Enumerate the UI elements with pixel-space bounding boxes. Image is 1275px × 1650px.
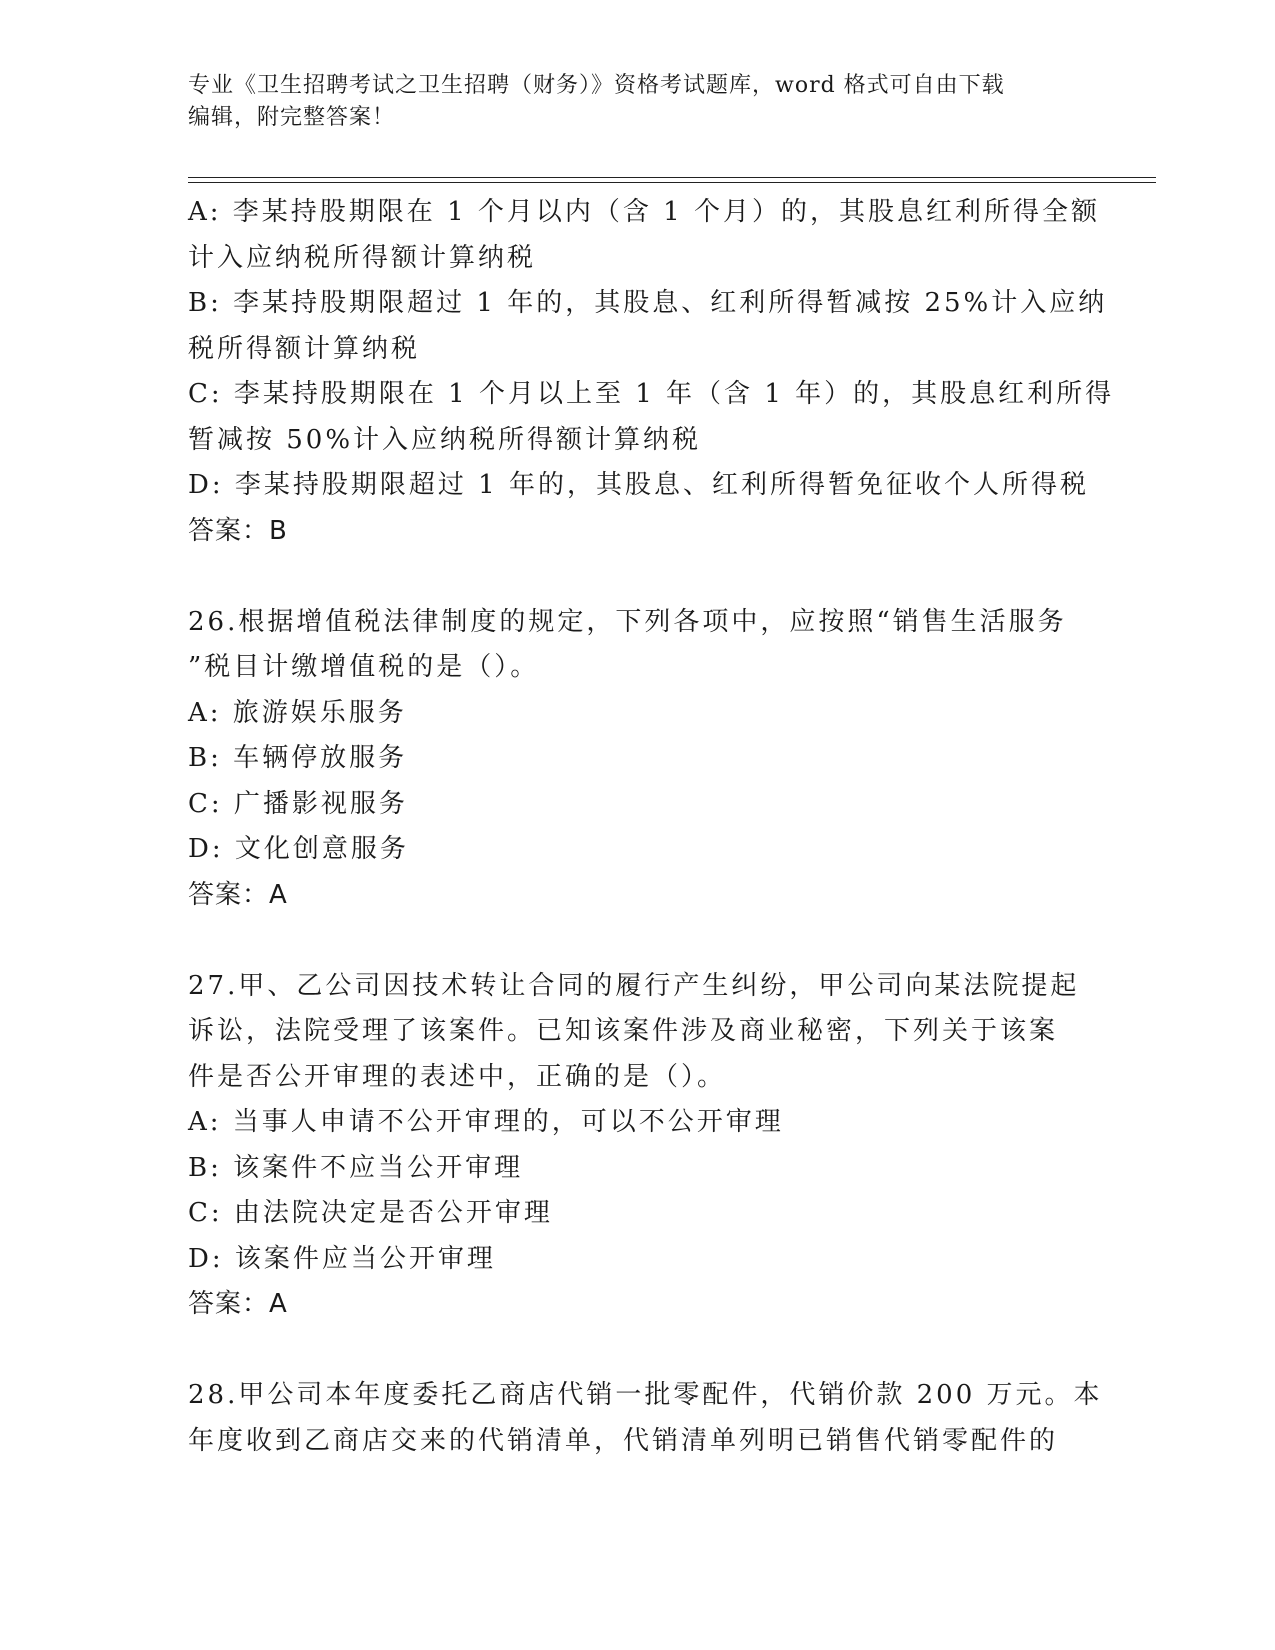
q26-option-c: C: 广播影视服务 <box>188 788 408 819</box>
header-divider-bottom <box>188 182 1156 183</box>
q26-option-d: D: 文化创意服务 <box>188 834 409 864</box>
q25-option-b-line-2: 税所得额计算纳税 <box>188 333 421 364</box>
question-25-block <box>188 190 1115 554</box>
q25-option-c-line-2: 暂减按 50%计入应纳税所得额计算纳税 <box>188 424 702 455</box>
q27-option-a: A: 当事人申请不公开审理的，可以不公开审理 <box>188 1107 784 1137</box>
q28-stem-line-2: 年度收到乙商店交来的代销清单，代销清单列明已销售代销零配件的 <box>188 1425 1059 1456</box>
q25-option-a-line-1: A: 李某持股期限在 1 个月以内（含 1 个月）的，其股息红利所得全额 <box>188 197 1100 227</box>
header-divider-top <box>188 177 1156 178</box>
spacer <box>188 918 1088 964</box>
spacer <box>188 554 1088 600</box>
question-27-block <box>188 964 1088 1328</box>
question-28-block <box>188 1373 1103 1464</box>
q25-option-c-line-1: C: 李某持股期限在 1 个月以上至 1 年（含 1 年）的，其股息红利所得 <box>188 379 1115 409</box>
q26-option-b: B: 车辆停放服务 <box>188 743 408 773</box>
q27-answer: 答案：A <box>188 1289 288 1319</box>
document-header <box>188 70 1068 134</box>
q27-option-b: B: 该案件不应当公开审理 <box>188 1152 524 1183</box>
q26-stem-line-1: 26.根据增值税法律制度的规定，下列各项中，应按照“销售生活服务 <box>188 606 1067 637</box>
question-26-block <box>188 600 1088 919</box>
q25-answer: 答案：B <box>188 515 288 546</box>
q28-stem-line-1: 28.甲公司本年度委托乙商店代销一批零配件，代销价款 200 万元。本 <box>188 1380 1103 1410</box>
q27-option-c: C: 由法院决定是否公开审理 <box>188 1198 553 1228</box>
spacer <box>188 1328 1088 1374</box>
q26-answer: 答案：A <box>188 879 288 910</box>
header-line-1: 专业《卫生招聘考试之卫生招聘（财务）》资格考试题库，word 格式可自由下载 <box>188 73 1005 98</box>
q26-stem-line-2: ”税目计缴增值税的是（）。 <box>188 652 540 682</box>
q27-option-d: D: 该案件应当公开审理 <box>188 1243 496 1274</box>
q27-stem-line-1: 27.甲、乙公司因技术转让合同的履行产生纠纷，甲公司向某法院提起 <box>188 970 1080 1001</box>
q27-stem-line-3: 件是否公开审理的表述中，正确的是（）。 <box>188 1061 727 1092</box>
q25-option-d: D: 李某持股期限超过 1 年的，其股息、红利所得暂免征收个人所得税 <box>188 470 1089 500</box>
q25-option-b-line-1: B: 李某持股期限超过 1 年的，其股息、红利所得暂减按 25%计入应纳 <box>188 288 1108 318</box>
q25-option-a-line-2: 计入应纳税所得额计算纳税 <box>188 242 537 273</box>
q27-stem-line-2: 诉讼，法院受理了该案件。已知该案件涉及商业秘密，下列关于该案 <box>188 1016 1059 1046</box>
document-body <box>188 190 1115 1464</box>
q26-option-a: A: 旅游娱乐服务 <box>188 697 407 728</box>
header-line-2: 编辑，附完整答案！ <box>188 105 396 130</box>
